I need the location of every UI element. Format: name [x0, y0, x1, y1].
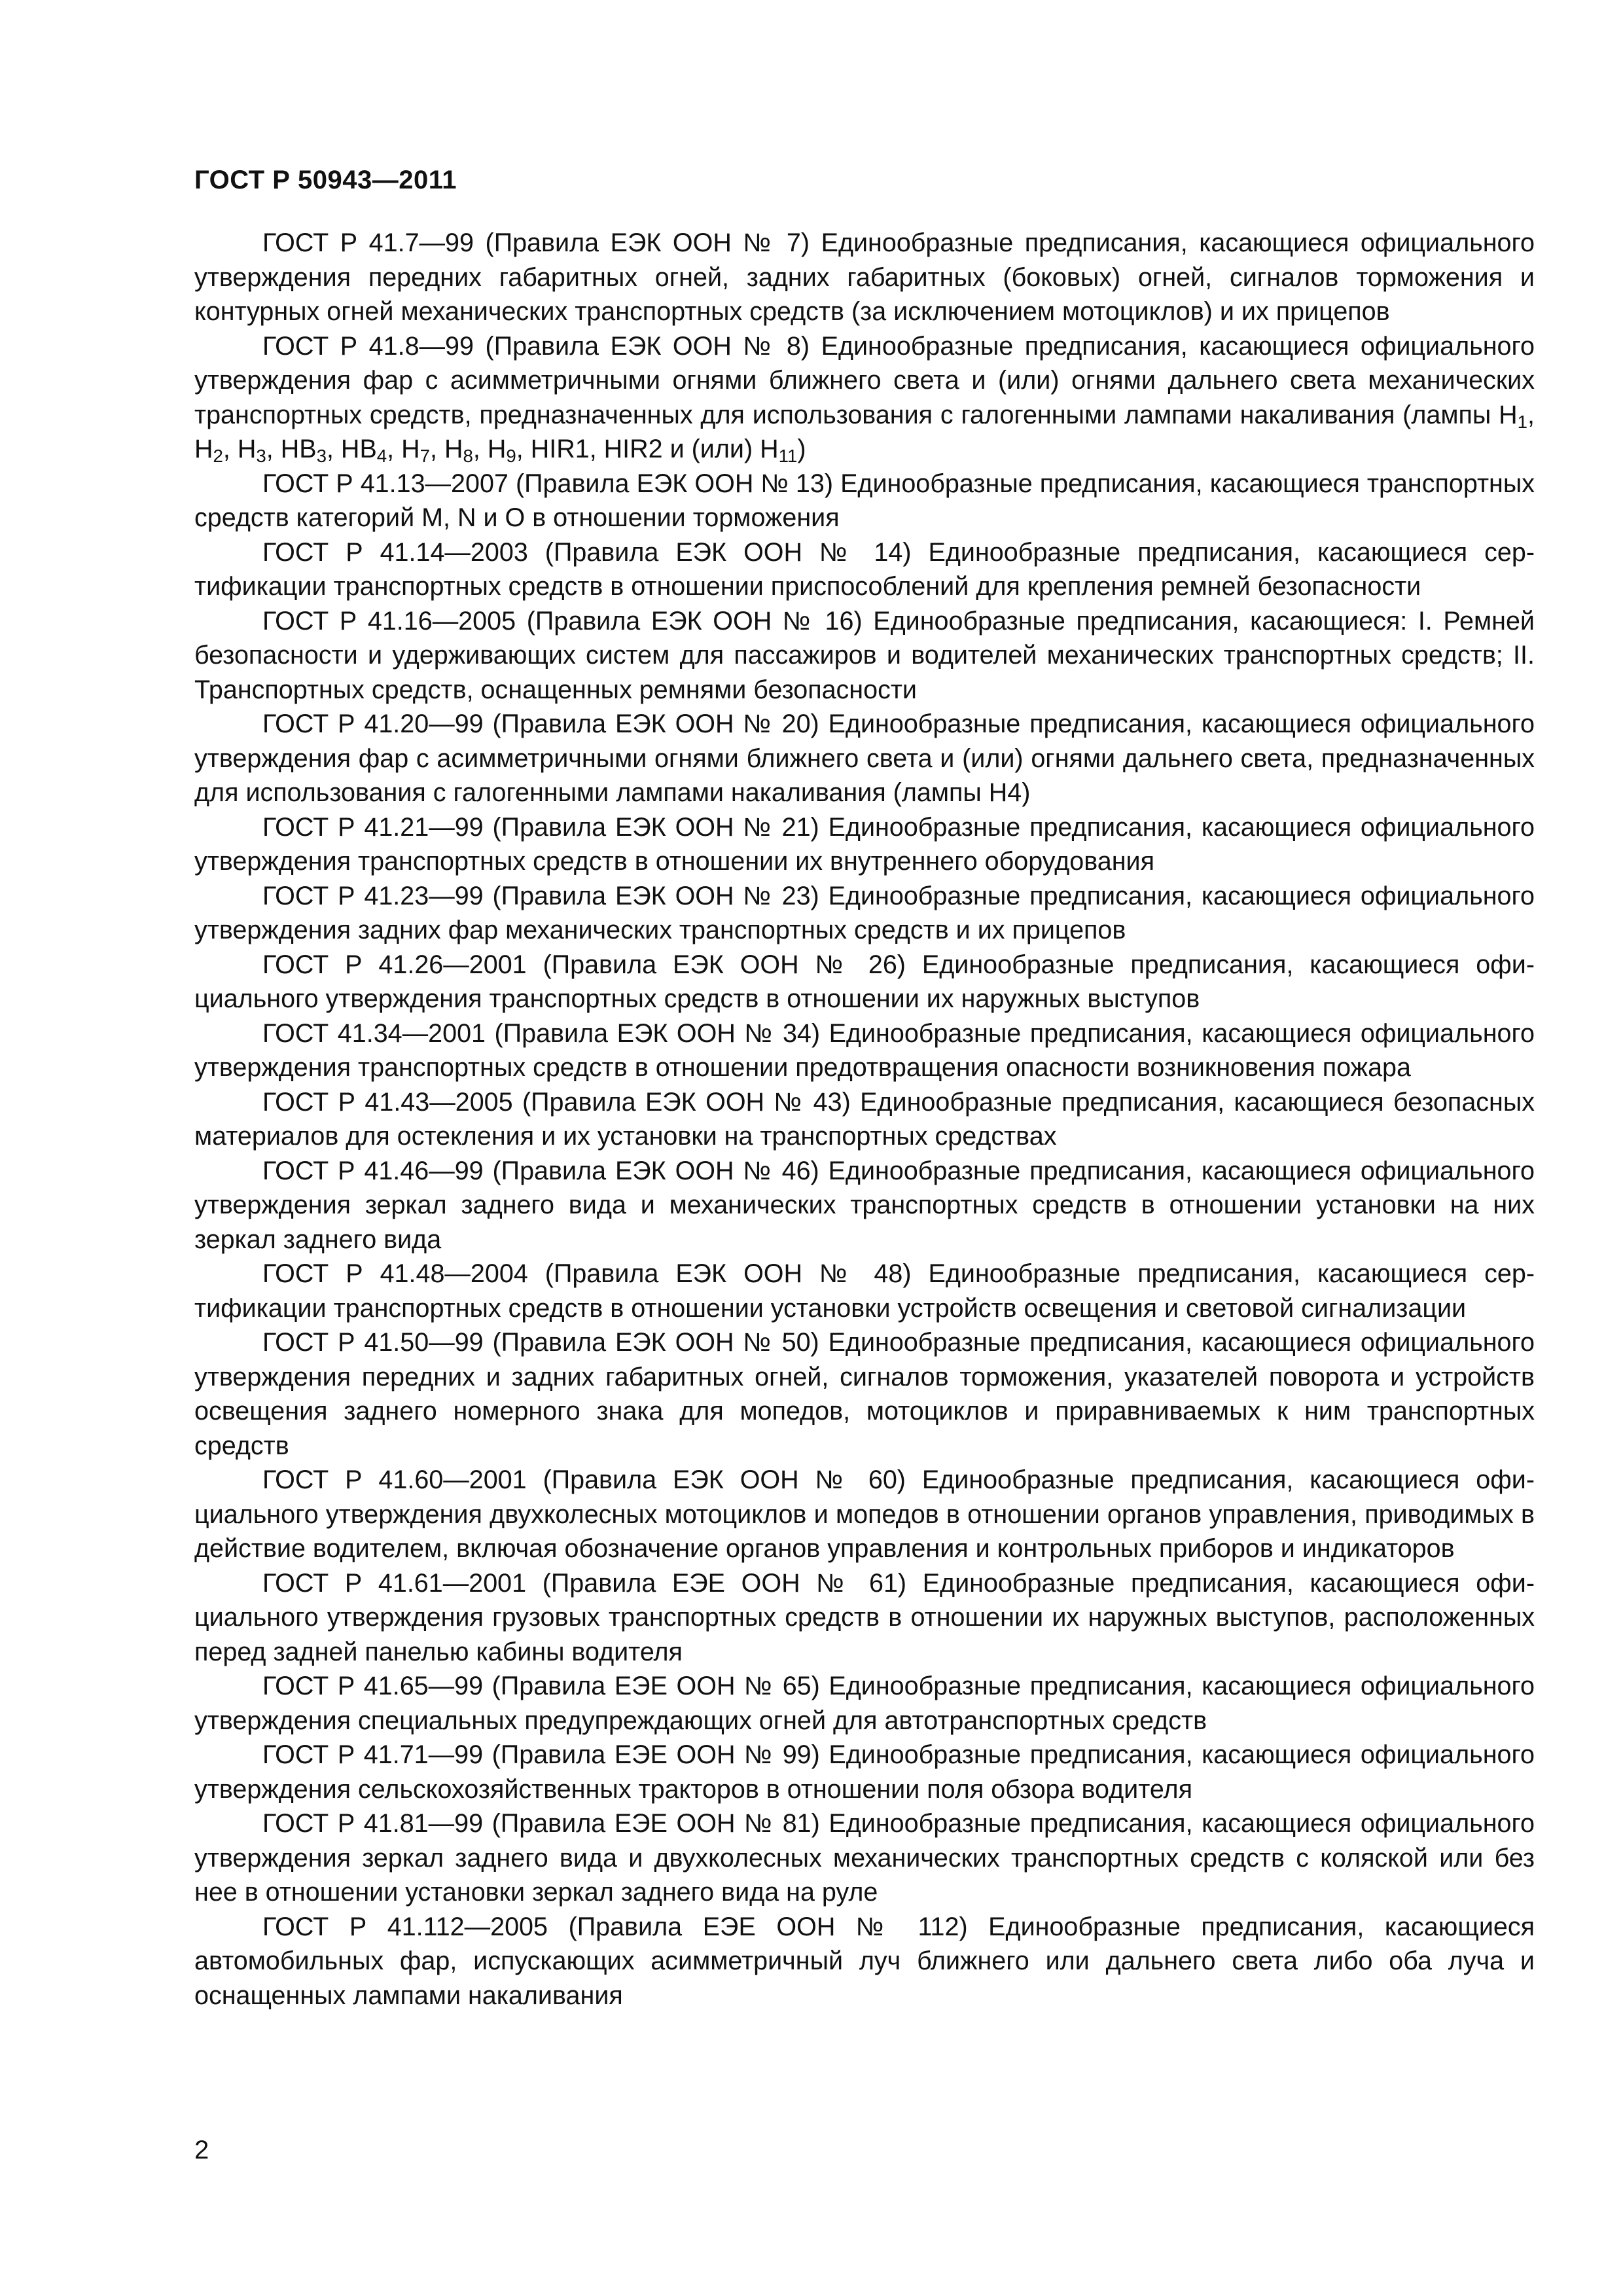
reference-entry-gost-41-48: ГОСТ Р 41.48—2004 (Правила ЕЭК ООН № 48) Единообразные предписания, касающиеся сертификации транспортных средств в отношении установки устройств освещения и световой сигнализации	[194, 1259, 1535, 1323]
reference-entry-gost-41-46: ГОСТ Р 41.46—99 (Правила ЕЭК ООН № 46) Единообразные предписания, касающиеся официального утверждения зеркал заднего вида и механических транспортных средств в отношении установки на них зеркал заднего вида	[194, 1156, 1535, 1254]
reference-entry-gost-41-112: ГОСТ Р 41.112—2005 (Правила ЕЭЕ ООН № 112) Единообразные предписания, касающиеся автомобильных фар, испускающих асимметричный луч ближнего или дальнего света либо оба луча и оснащенных лампами накаливания	[194, 1912, 1535, 2010]
reference-entry-gost-41-13: ГОСТ Р 41.13—2007 (Правила ЕЭК ООН № 13) Единообразные предписания, касающиеся транспортных средств категорий М, N и О в отношении торможения	[194, 469, 1535, 532]
reference-entry-gost-41-14: ГОСТ Р 41.14—2003 (Правила ЕЭК ООН № 14) Единообразные предписания, касающиеся сертификации транспортных средств в отношении приспособлений для крепления ремней безопасности	[194, 537, 1535, 601]
reference-entry-gost-41-20: ГОСТ Р 41.20—99 (Правила ЕЭК ООН № 20) Единообразные предписания, касающиеся официального утверждения фар с асимметричными огнями ближнего света и (или) огнями дальнего света, предназначенных для использования с галогенными лампами накаливания (лампы Н4)	[194, 709, 1535, 807]
reference-entry-gost-41-34: ГОСТ 41.34—2001 (Правила ЕЭК ООН № 34) Единообразные предписания, касающиеся официального утверждения транспортных средств в отношении предотвращения опасности возникновения пожара	[194, 1018, 1535, 1082]
reference-entry-gost-41-61: ГОСТ Р 41.61—2001 (Правила ЕЭЕ ООН № 61) Единообразные предписания, касающиеся официального утверждения грузовых транспортных средств в отношении их наружных выступов, расположенных перед задней панелью кабины водителя	[194, 1568, 1535, 1666]
reference-entry-gost-41-21: ГОСТ Р 41.21—99 (Правила ЕЭК ООН № 21) Единообразные предписания, касающиеся официального утверждения транспортных средств в отношении их внутреннего оборудования	[194, 812, 1535, 876]
normative-references-list	[194, 226, 1535, 2013]
reference-entry-gost-41-7: ГОСТ Р 41.7—99 (Правила ЕЭК ООН № 7) Единообразные предписания, касающиеся официального утверждения передних габаритных огней, задних габаритных (боковых) огней, сигналов торможения и контурных огней механических транспортных средств (за исключением мотоциклов) и их прицепов	[194, 228, 1535, 326]
reference-entry-gost-41-43: ГОСТ Р 41.43—2005 (Правила ЕЭК ООН № 43) Единообразные предписания, касающиеся безопасных материалов для остекления и их установки на транспортных средствах	[194, 1087, 1535, 1151]
document-code-header: ГОСТ Р 50943—2011	[194, 166, 457, 194]
reference-entry-gost-41-8: ГОСТ Р 41.8—99 (Правила ЕЭК ООН № 8) Единообразные предписания, касающиеся официального утверждения фар с асимметричными огнями ближнего света и (или) огнями дальнего света механических транспортных средств, предназначенных для использования с галогенными лампами накаливания (лампы $H_1$, $H_2$, $H_3$, $HB_3$, $HB_4$, $H_7$, $H_8$, $H_9$, HIR1, HIR2 и (или) $H_{11}$)	[194, 331, 1535, 466]
reference-entry-gost-41-65: ГОСТ Р 41.65—99 (Правила ЕЭЕ ООН № 65) Единообразные предписания, касающиеся официального утверждения специальных предупреждающих огней для автотранспортных средств	[194, 1672, 1535, 1735]
reference-entry-gost-41-23: ГОСТ Р 41.23—99 (Правила ЕЭК ООН № 23) Единообразные предписания, касающиеся официального утверждения задних фар механических транспортных средств и их прицепов	[194, 881, 1535, 944]
reference-entry-gost-41-26: ГОСТ Р 41.26—2001 (Правила ЕЭК ООН № 26) Единообразные предписания, касающиеся официального утверждения транспортных средств в отношении их наружных выступов	[194, 950, 1535, 1013]
reference-entry-gost-41-16: ГОСТ Р 41.16—2005 (Правила ЕЭК ООН № 16) Единообразные предписания, касающиеся: I. Ремней безопасности и удерживающих систем для пассажиров и водителей механических транспортных средств; II. Транспортных средств, оснащенных ремнями безопасности	[194, 606, 1535, 704]
page-number: 2	[194, 2136, 209, 2164]
reference-entry-gost-41-71: ГОСТ Р 41.71—99 (Правила ЕЭЕ ООН № 99) Единообразные предписания, касающиеся официального утверждения сельскохозяйственных тракторов в отношении поля обзора водителя	[194, 1740, 1535, 1804]
reference-entry-gost-41-81: ГОСТ Р 41.81—99 (Правила ЕЭЕ ООН № 81) Единообразные предписания, касающиеся официального утверждения зеркал заднего вида и двухколесных механических транспортных средств с коляской или без нее в отношении установки зеркал заднего вида на руле	[194, 1809, 1535, 1907]
reference-entry-gost-41-50: ГОСТ Р 41.50—99 (Правила ЕЭК ООН № 50) Единообразные предписания, касающиеся официального утверждения передних и задних габаритных огней, сигналов торможения, указателей поворота и устройств освещения заднего номерного знака для мопедов, мотоциклов и приравниваемых к ним транспортных средств	[194, 1328, 1535, 1460]
reference-entry-gost-41-60: ГОСТ Р 41.60—2001 (Правила ЕЭК ООН № 60) Единообразные предписания, касающиеся официального утверждения двухколесных мотоциклов и мопедов в отношении органов управления, приводимых в действие водителем, включая обозначение органов управления и контрольных приборов и индикаторов	[194, 1465, 1535, 1563]
